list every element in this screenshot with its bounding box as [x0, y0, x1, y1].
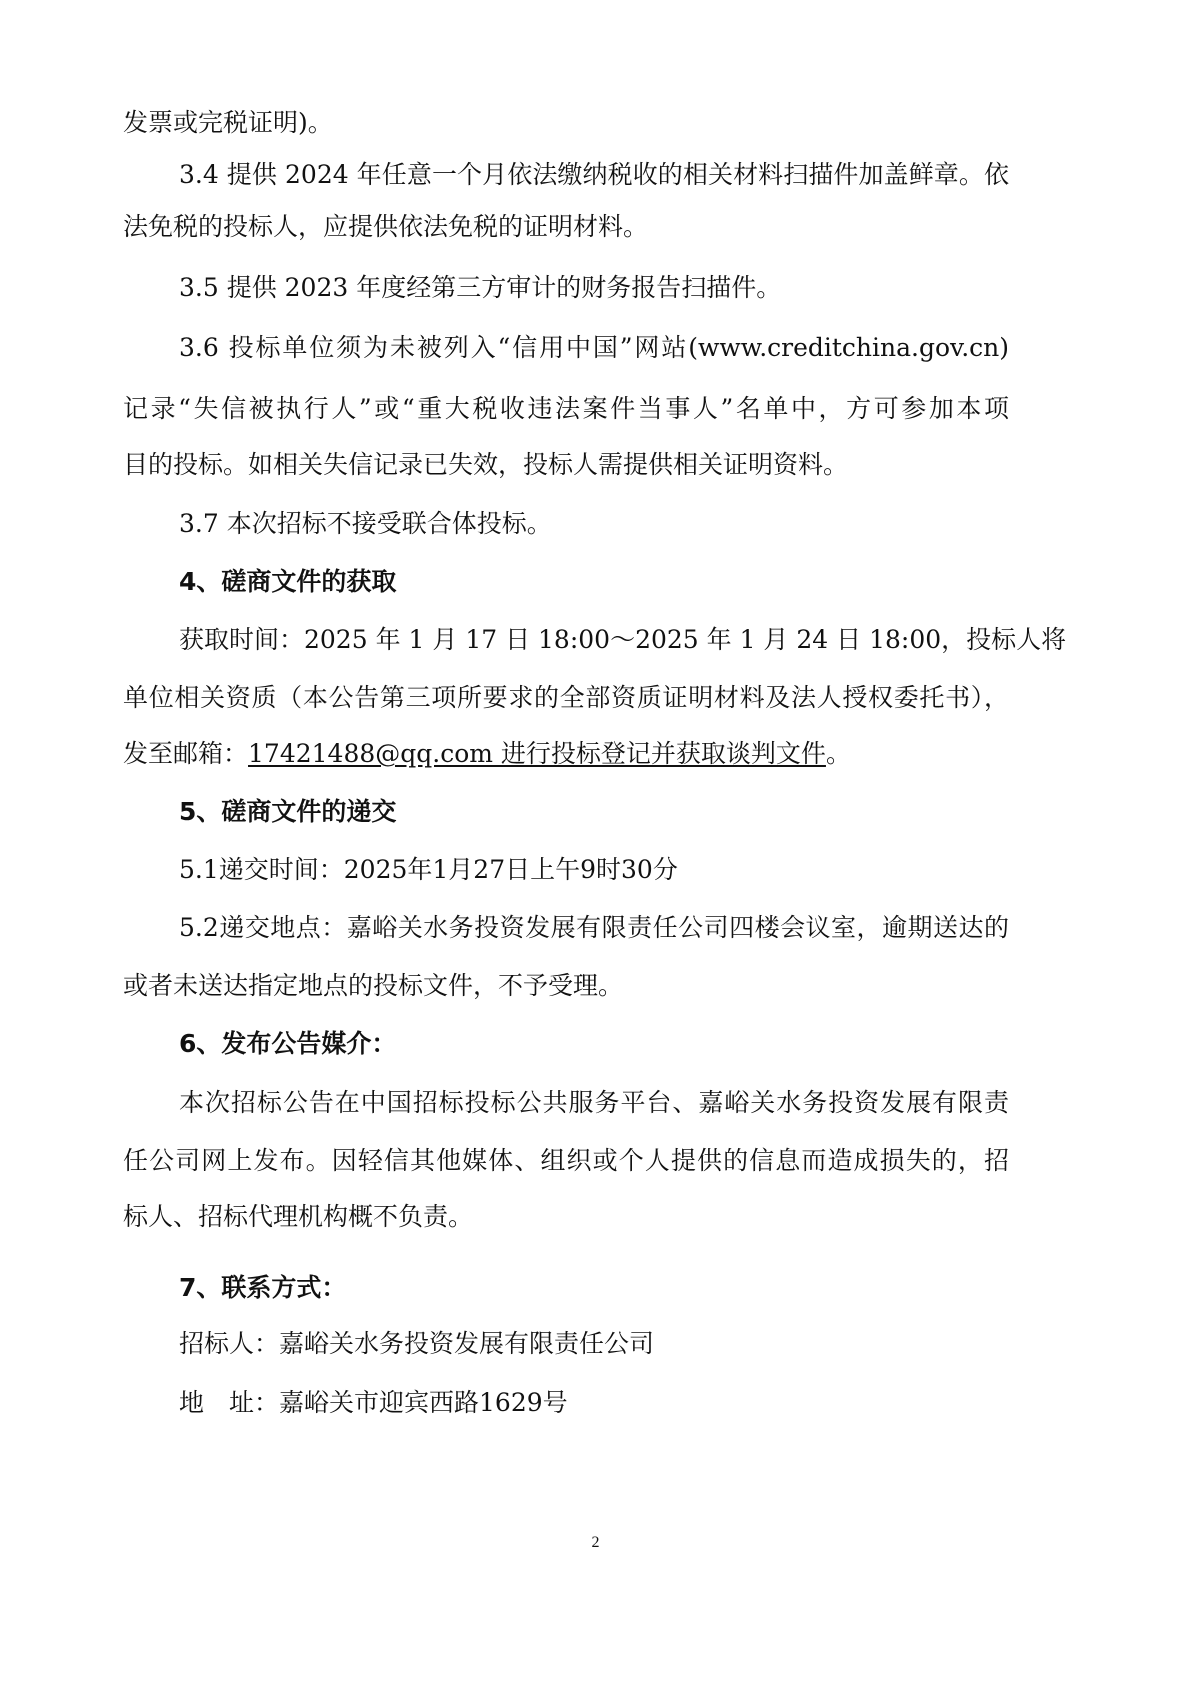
paragraph-6-line-1: 本次招标公告在中国招标投标公共服务平台、嘉峪关水务投资发展有限责: [179, 1088, 1009, 1117]
paragraph-6-line-3: 标人、招标代理机构概不负责。: [123, 1202, 474, 1231]
page-number: 2: [591, 1534, 600, 1551]
section-heading-5: 5、磋商文件的递交: [179, 797, 397, 826]
paragraph-3-5: 3.5 提供 2023 年度经第三方审计的财务报告扫描件。: [179, 273, 782, 302]
sentence-end: 。: [825, 739, 851, 768]
section-heading-4: 4、磋商文件的获取: [179, 567, 397, 596]
email-link[interactable]: 17421488@qq.com 进行投标登记并获取谈判文件: [248, 739, 826, 768]
paragraph-3-6-line-1: 3.6 投标单位须为未被列入“信用中国”网站(www.creditchina.gov.cn): [179, 333, 1009, 362]
contact-tenderer: 招标人：嘉峪关水务投资发展有限责任公司: [179, 1329, 655, 1358]
paragraph-3-6-line-2: 记录“失信被执行人”或“重大税收违法案件当事人”名单中，方可参加本项: [123, 394, 1009, 423]
paragraph-4-line-3: [123, 739, 851, 769]
section-heading-7: 7、联系方式：: [179, 1273, 347, 1302]
paragraph-4-line-2: 单位相关资质（本公告第三项所要求的全部资质证明材料及法人授权委托书），: [123, 683, 1009, 712]
paragraph-5-1: 5.1递交时间：2025年1月27日上午9时30分: [179, 855, 678, 884]
text-line: 发票或完税证明)。: [123, 108, 333, 137]
paragraph-5-2-line-2: 或者未送达指定地点的投标文件，不予受理。: [123, 971, 624, 1000]
paragraph-4-line-1: 获取时间：2025 年 1 月 17 日 18:00～2025 年 1 月 24 日 18:00，投标人将: [179, 625, 1067, 654]
contact-address: 地 址：嘉峪关市迎宾西路1629号: [179, 1388, 568, 1417]
paragraph-6-line-2: 任公司网上发布。因轻信其他媒体、组织或个人提供的信息而造成损失的，招: [123, 1146, 1009, 1175]
paragraph-3-4-line-2: 法免税的投标人，应提供依法免税的证明材料。: [123, 212, 649, 241]
paragraph-3-7: 3.7 本次招标不接受联合体投标。: [179, 509, 552, 538]
section-heading-6: 6、发布公告媒介：: [179, 1029, 397, 1058]
email-label: 发至邮箱：: [123, 739, 249, 768]
paragraph-5-2-line-1: 5.2递交地点：嘉峪关水务投资发展有限责任公司四楼会议室，逾期送达的: [179, 913, 1009, 942]
paragraph-3-4-line-1: 3.4 提供 2024 年任意一个月依法缴纳税收的相关材料扫描件加盖鲜章。依: [179, 160, 1009, 189]
paragraph-3-6-line-3: 目的投标。如相关失信记录已失效，投标人需提供相关证明资料。: [123, 450, 849, 479]
